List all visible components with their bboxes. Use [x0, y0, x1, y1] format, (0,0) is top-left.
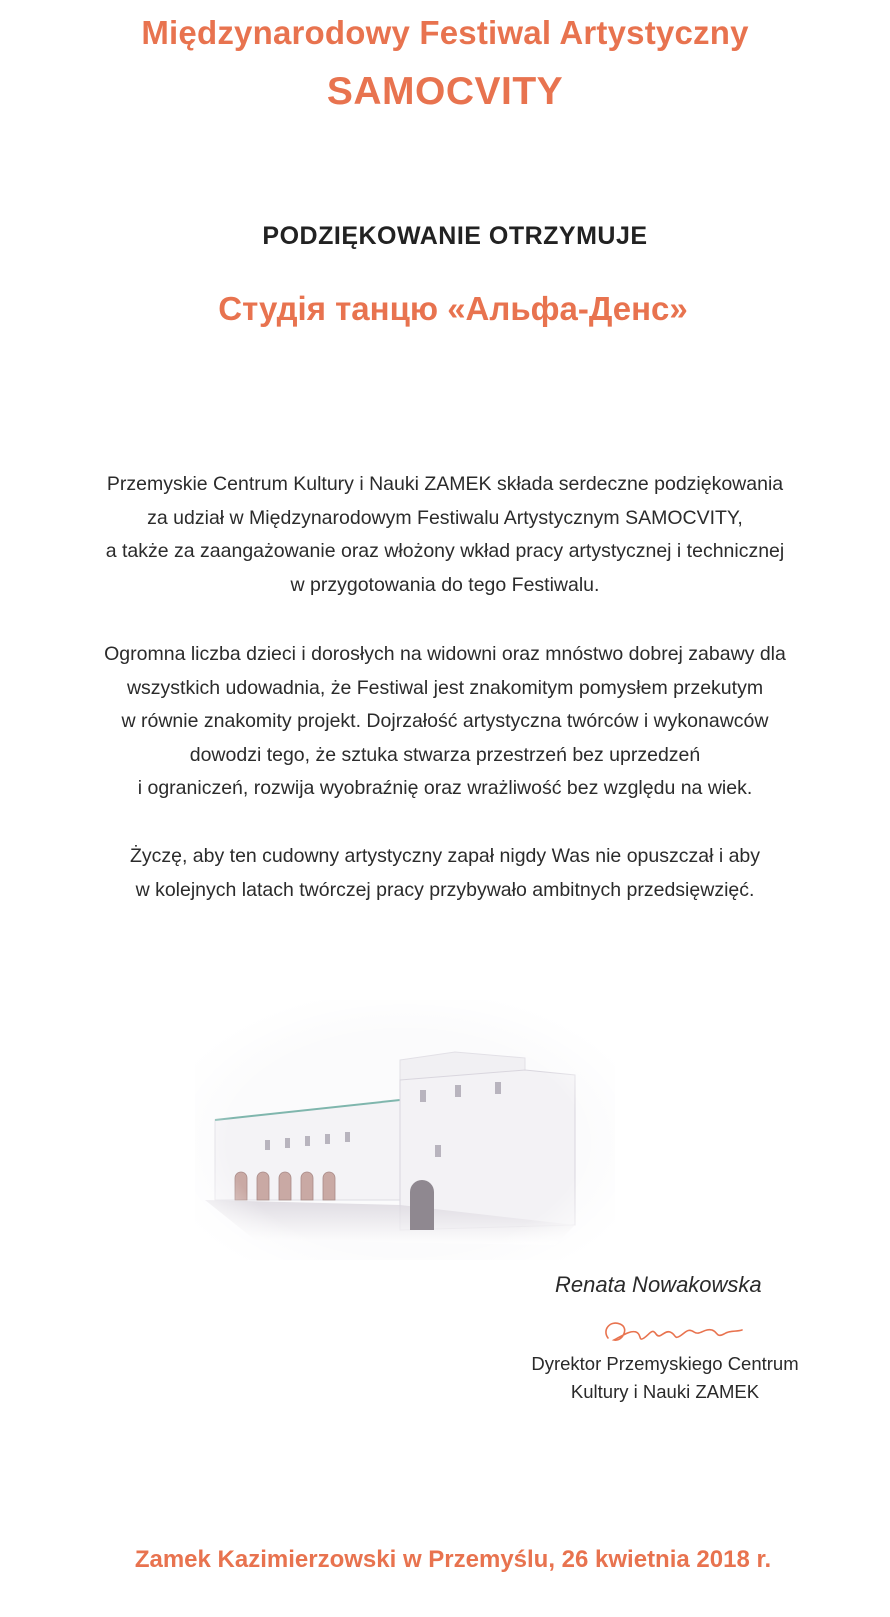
- signer-role-line: Dyrektor Przemyskiego Centrum: [531, 1353, 799, 1374]
- award-recipient: Студія танцю «Альфа-Денс»: [218, 290, 688, 327]
- body-paragraph-2: [0, 638, 890, 806]
- paragraph-line: w równie znakomity projekt. Dojrzałość artystyczna twórców i wykonawców: [121, 710, 769, 732]
- paragraph-line: za udział w Międzynarodowym Festiwalu Artystycznym SAMOCVITY,: [147, 506, 743, 529]
- paragraph-line: Ogromna liczba dzieci i dorosłych na widowni oraz mnóstwo dobrej zabawy dla: [104, 643, 786, 665]
- festival-name: Międzynarodowy Festiwal Artystyczny: [141, 14, 749, 51]
- festival-title: SAMOCVITY: [326, 70, 564, 113]
- signer-name: Renata Nowakowska: [555, 1272, 762, 1297]
- body-paragraph-3: [0, 840, 890, 907]
- castle-illustration: [195, 1000, 615, 1260]
- body-paragraph-1: [0, 468, 890, 602]
- paragraph-line: dowodzi tego, że sztuka stwarza przestrzeń bez uprzedzeń: [189, 743, 701, 766]
- paragraph-line: w przygotowania do tego Festiwalu.: [290, 573, 600, 596]
- paragraph-line: wszystkich udowadnia, że Festiwal jest znakomitym pomysłem przekutym: [126, 676, 764, 699]
- signer-role: [490, 1350, 840, 1406]
- paragraph-line: Przemyskie Centrum Kultury i Nauki ZAMEK składa serdeczne podziękowania: [106, 473, 784, 495]
- paragraph-line: a także za zaangażowanie oraz włożony wkład pracy artystycznej i technicznej: [105, 540, 785, 562]
- paragraph-line: w kolejnych latach twórczej pracy przybywało ambitnych przedsięwzięć.: [135, 878, 755, 901]
- award-heading: PODZIĘKOWANIE OTRZYMUJE: [262, 222, 648, 250]
- handwritten-signature: [600, 1308, 750, 1353]
- place-date: Zamek Kazimierzowski w Przemyślu, 26 kwietnia 2018 r.: [134, 1546, 772, 1573]
- paragraph-line: i ograniczeń, rozwija wyobraźnię oraz wrażliwość bez względu na wiek.: [137, 777, 753, 799]
- paragraph-line: Życzę, aby ten cudowny artystyczny zapał nigdy Was nie opuszczał i aby: [129, 845, 761, 867]
- signer-role-line: Kultury i Nauki ZAMEK: [570, 1381, 760, 1402]
